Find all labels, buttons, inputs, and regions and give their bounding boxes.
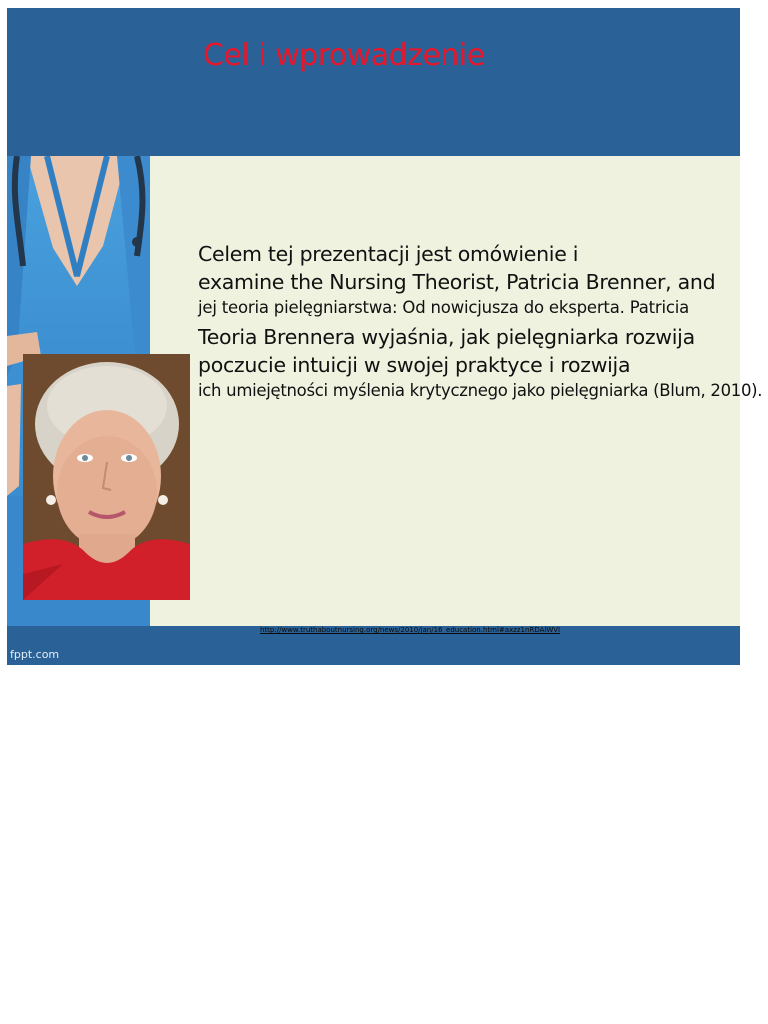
slide-title: Cel i wprowadzenie [203, 38, 485, 73]
paragraph-line: poczucie intuicji w swojej praktyce i rozwija [198, 353, 631, 377]
patricia-benner-portrait [23, 354, 190, 600]
paragraph-line: Celem tej prezentacji jest omówienie i [198, 242, 579, 266]
slide-footer [7, 626, 740, 665]
paragraph-line: examine the Nursing Theorist, Patricia Brenner, and [198, 270, 716, 294]
slide-header [7, 8, 740, 156]
paragraph-line: ich umiejętności myślenia krytycznego jako pielęgniarka (Blum, 2010). [198, 381, 763, 400]
intro-paragraph [198, 240, 766, 402]
portrait-photo [23, 354, 190, 600]
source-link[interactable]: http://www.truthaboutnursing.org/news/2010/jan/16_education.html#axzz1nRDAlWVI [260, 626, 561, 634]
paragraph-line: Teoria Brennera wyjaśnia, jak pielęgniarka rozwija [198, 325, 695, 349]
footer-brand: fppt.com [10, 648, 60, 661]
paragraph-line: jej teoria pielęgniarstwa: Od nowicjusza do eksperta. Patricia [198, 298, 690, 317]
